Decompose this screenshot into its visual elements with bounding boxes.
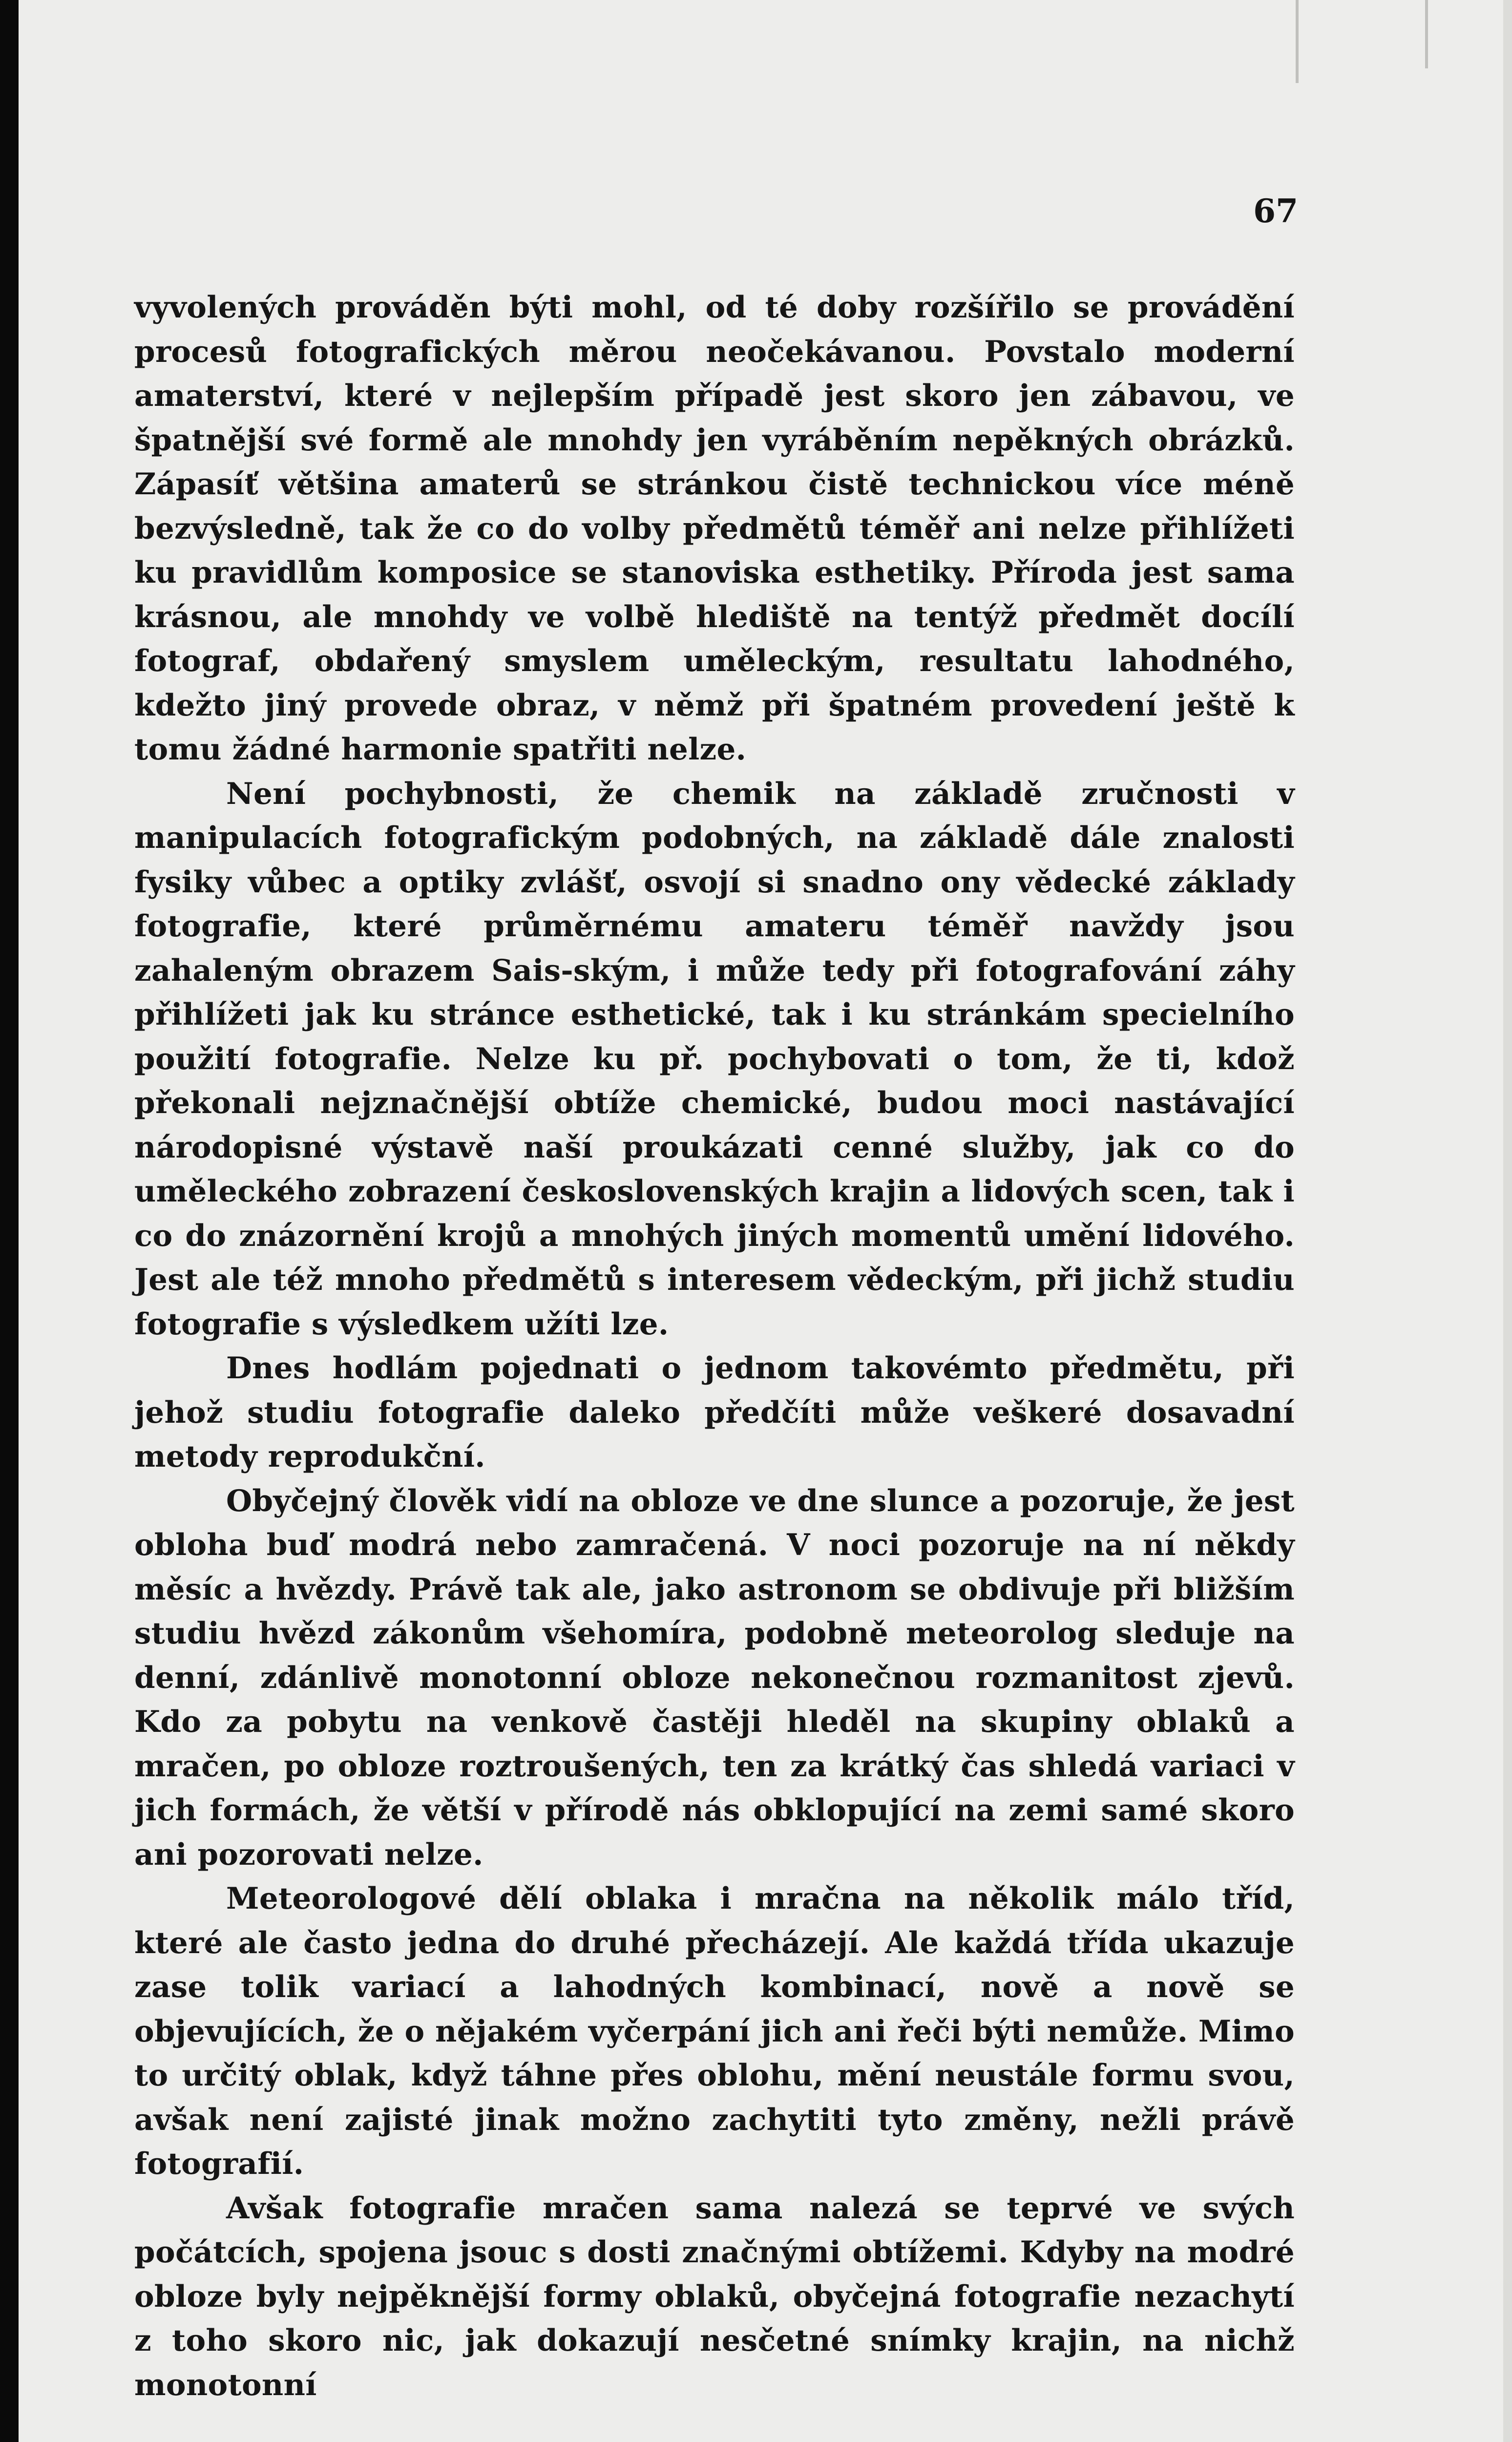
page-number: 67 [1253, 192, 1298, 230]
paragraph: Obyčejný člověk vidí na obloze ve dne slunce a pozoruje, že jest obloha buď modrá nebo zamračená. V noci pozoruje na ní někdy měsíc a hvězdy. Právě tak ale, jako astronom se obdivuje při bližším studiu hvězd zákonům všehomíra, podobně meteorolog sleduje na denní, zdánlivě monotonní obloze nekonečnou rozmanitost zjevů. Kdo za pobytu na venkově častěji hleděl na skupiny oblaků a mračen, po obloze roztroušených, ten za krátký čas shledá variaci v jich formách, že větší v přírodě nás obklopující na zemi samé skoro ani pozorovati nelze. [134, 1483, 1295, 1872]
body-text [134, 286, 1295, 2407]
paragraph: Avšak fotografie mračen sama nalezá se teprvé ve svých počátcích, spojena jsouc s dosti značnými obtížemi. Kdyby na modré obloze byly nejpěknější formy oblaků, obyčejná fotografie nezachytí z toho skoro nic, jak dokazují nesčetné snímky krajin, na nichž monotonní [134, 2190, 1295, 2402]
paragraph: Dnes hodlám pojednati o jednom takovémto předmětu, při jehož studiu fotografie daleko předčíti může veškeré dosavadní metody reprodukční. [134, 1351, 1295, 1474]
paragraph: Není pochybnosti, že chemik na základě zručnosti v manipulacích fotografickým podobných, na základě dále znalosti fysiky vůbec a optiky zvlášť, osvojí si snadno ony vědecké základy fotografie, které průměrnému amateru téměř navždy jsou zahaleným obrazem Sais-ským, i může tedy při fotografování záhy přihlížeti jak ku stránce esthetické, tak i ku stránkám specielního použití fotografie. Nelze ku př. pochybovati o tom, že ti, kdož překonali nejznačnější obtíže chemické, budou moci nastávající národopisné výstavě naší proukázati cenné služby, jak co do uměleckého zobrazení československých krajin a lidových scen, tak i co do znázornění krojů a mnohých jiných momentů umění lidového. Jest ale též mnoho předmětů s interesem vědeckým, při jichž studiu fotografie s výsledkem užíti lze. [134, 776, 1295, 1342]
book-page [19, 0, 1512, 2442]
scan-mark [1425, 0, 1428, 68]
page-right-edge [1503, 0, 1512, 2442]
paragraph: vyvolených prováděn býti mohl, od té doby rozšířilo se provádění procesů fotografických měrou neočekávanou. Povstalo moderní amaterství, které v nejlepším případě jest skoro jen zábavou, ve špatnější své formě ale mnohdy jen vyráběním nepěkných obrázků. Zápasíť většina amaterů se stránkou čistě technickou více méně bezvýsledně, tak že co do volby předmětů téměř ani nelze přihlížeti ku pravidlům komposice se stanoviska esthetiky. Příroda jest sama krásnou, ale mnohdy ve volbě hlediště na tentýž předmět docílí fotograf, obdařený smyslem uměleckým, resultatu lahodného, kdežto jiný provede obraz, v němž při špatném provedení ještě k tomu žádné harmonie spatřiti nelze. [134, 290, 1295, 767]
scan-mark [1296, 0, 1299, 83]
paragraph: Meteorologové dělí oblaka i mračna na několik málo tříd, které ale často jedna do druhé přecházejí. Ale každá třída ukazuje zase tolik variací a lahodných kombinací, nově a nově se objevujících, že o nějakém vyčerpání jich ani řeči býti nemůže. Mimo to určitý oblak, když táhne přes oblohu, mění neustále formu svou, avšak není zajisté jinak možno zachytiti tyto změny, nežli právě fotografií. [134, 1881, 1295, 2181]
scan-left-edge [0, 0, 20, 2442]
